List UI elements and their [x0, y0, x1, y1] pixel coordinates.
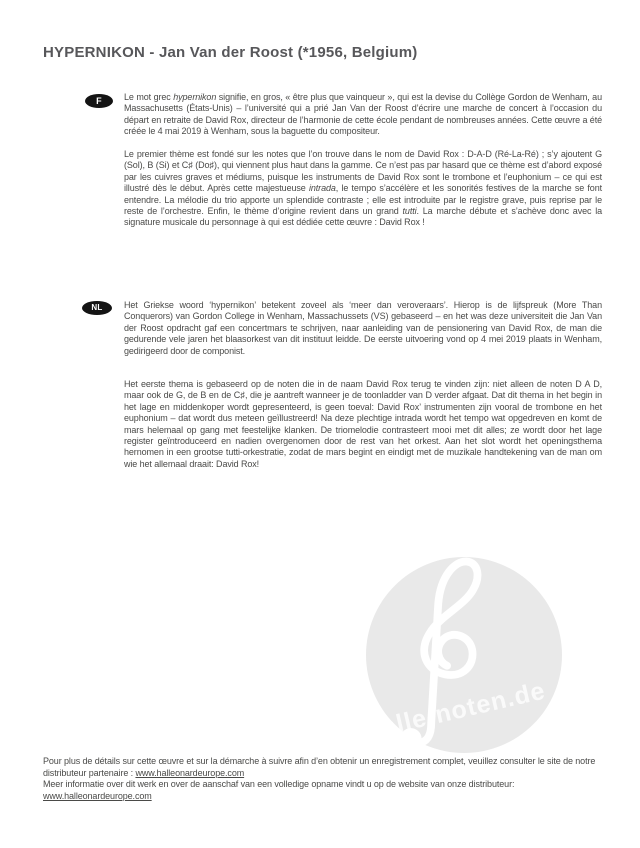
dutch-paragraph-1: Het Griekse woord ‘hypernikon’ betekent zoveel als ‘meer dan veroveraars’. Hierop is de lijfspreuk (More Than Conquerors) van Gordon College in Wenham, Massachussets (VS) gebaseerd – en het was deze universiteit die Jan Van der Roost opdracht gaf een concertmars te schrijven, naar aanleiding van de pensionering van David Rox, de man die gedurende vele jaren het blaasorkest van dit instituut leidde. De eerste uitvoering vond op 4 mei 2019 plaats in Wenham, gedirigeerd door de componist.: [124, 300, 602, 356]
footer: [43, 756, 605, 802]
text-segment-italic: hypernikon: [173, 92, 217, 102]
footer-dutch-note: [43, 779, 605, 802]
dutch-paragraph-2: Het eerste thema is gebaseerd op de noten die in de naam David Rox terug te vinden zijn: niet alleen de noten D A D, maar ook de G, de B en de C♯, die je aantreft wanneer je de toonladder van D verder afgaat. Dat dit thema in het begin in het lage en middenkoper wordt gepresenteerd, is geen toeval: David Rox’ instrumenten zijn vooral de trombone en het euphonium – dat wordt dus meteen geïllustreerd! Na deze plechtige intrada wordt het tempo wat opgedreven en komt de mars helemaal op gang met feestelijke klanken. De triomelodie contrasteert mooi met dit alles; ze wordt door het lage register geïntroduceerd en nadien overgenomen door de rest van het orkest. Aan het slot wordt het openingsthema hernomen in een grootse tutti-orkestratie, zodat de mars begint en eindigt met de muzikale handtekening van de man om wie het allemaal draait: David Rox!: [124, 379, 602, 469]
french-paragraph-1: [124, 92, 602, 138]
distributor-link-dutch[interactable]: www.halleonardeurope.com: [43, 790, 152, 801]
distributor-link-french[interactable]: www.halleonardeurope.com: [135, 767, 245, 778]
language-badge-dutch: NL: [82, 301, 112, 315]
watermark-label: alle-noten.de: [378, 676, 549, 742]
french-paragraph-2: [124, 149, 602, 229]
publisher-watermark: [366, 557, 562, 753]
text-segment-italic: intrada: [308, 183, 336, 194]
text-segment: . La marche débute et s’achève donc avec la signature musicale du personnage à qui est dédiée cette œuvre : David Rox !: [124, 206, 603, 228]
text-segment: Le mot grec: [124, 92, 174, 102]
text-segment: signifie, en gros, « être plus que vainqueur », qui est la devise du Collège Gordon de Wenham, au Massachusetts (États-Unis) – l’université qui a prié Jan Van der Roost d’écrire une marche de concert à l’occasion du départ en retraite de David Rox, directeur de l’harmonie de cette école pendant de nombreuses années. Cette œuvre a été créée le 4 mai 2019 à Wenham, sous la baguette du compositeur.: [124, 92, 602, 137]
page-title: HYPERNIKON - Jan Van der Roost (*1956, Belgium): [43, 44, 418, 61]
text-segment-italic: tutti: [402, 206, 417, 217]
text-segment: Pour plus de détails sur cette œuvre et sur la démarche à suivre afin d’en obtenir un enregistrement complet, veuillez consulter le site de notre distributeur partenaire :: [43, 756, 596, 778]
treble-clef-icon: [372, 545, 524, 775]
footer-french-note: [43, 756, 605, 779]
text-segment: Le premier thème est fondé sur les notes que l’on trouve dans le nom de David Rox : D-A-D (Ré-La-Ré) ; s’y ajoutent G (Sol), B (Si) et C♯ (Do♯), qui viennent plus haut dans la gamme. Ce n’est pas par hasard que ce thème est d’abord exposé par les cuivres graves et médiums, puisque les instruments de David Rox sont le trombone et l’euphonium – ce qui est illustré dès le début. Après cette majestueuse: [124, 149, 602, 194]
language-badge-french: F: [85, 94, 113, 108]
text-segment: Meer informatie over dit werk en over de aanschaf van een volledige opname vindt u op de website van onze distributeur:: [43, 779, 515, 790]
text-segment: , le tempo s’accélère et les sonorités festives de la marche se font entendre. La mélodie du trio apporte un splendide contraste ; elle est introduite par le registre grave, puis reprise par le reste de l’orchestre. Enfin, le thème d’origine revient dans un grand: [124, 183, 603, 217]
